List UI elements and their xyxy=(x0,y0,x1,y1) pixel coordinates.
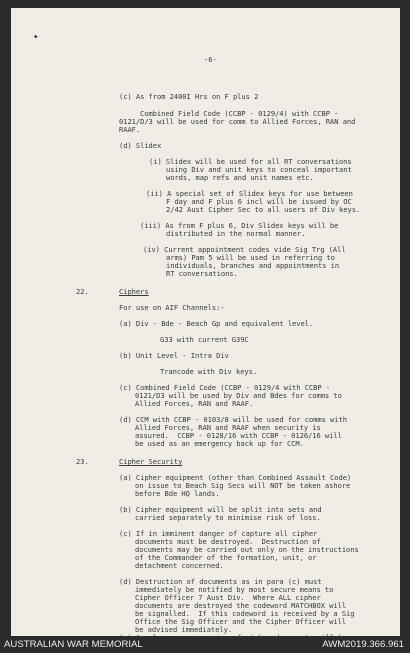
footer-accession-number: AWM2019.366.961 xyxy=(322,639,404,650)
text-line: RAAF. xyxy=(119,125,141,134)
text-line: Ciphers xyxy=(119,287,149,296)
text-line: immediately be notified by most secure means to xyxy=(135,585,334,594)
text-line: (i) Slidex will be used for all RT conversations xyxy=(149,157,352,166)
text-line: F day and F plus 6 incl will be issued by OC xyxy=(166,197,352,206)
text-line: (a) Div - Bde - Beach Gp and equivalent level. xyxy=(119,319,314,328)
text-line: be advised immediately. xyxy=(135,625,233,634)
text-line: of the Commander of the formation, unit, or xyxy=(135,553,317,562)
text-line: Allied Forces, RAN and RAAF. xyxy=(135,399,254,408)
text-line: Office the Sig Officer and the Cipher Officer will xyxy=(135,617,347,626)
page-marker: -6- xyxy=(204,55,217,64)
text-line: detachment concerned. xyxy=(135,561,224,570)
punch-mark: ✦ xyxy=(33,32,39,42)
text-line: (b) Unit Level - Intra Div xyxy=(119,351,229,360)
text-line: 22. xyxy=(76,287,89,296)
text-line: (iv) Current appointment codes vide Sig Trg (All xyxy=(143,245,346,254)
text-line: individuals, branches and appointments in xyxy=(166,261,340,270)
text-line: documents may be carried out only on the instructions xyxy=(135,545,359,554)
text-line: documents are destroyed the codeword MATCHBOX will xyxy=(135,601,347,610)
text-line: 2/42 Aust Cipher Sec to all users of Div keys. xyxy=(166,205,361,214)
text-line: 0121/D/3 will be used for comm to Allied Forces, RAN and xyxy=(119,117,356,126)
text-line: Combined Field Code (CCBP - 0129/4) with CCBP - xyxy=(140,109,339,118)
text-line: arms) Pam 5 will be used in referring to xyxy=(166,253,335,262)
document-page xyxy=(11,8,400,636)
text-line: before Bde HQ lands. xyxy=(135,489,220,498)
text-line: Cipher Security xyxy=(119,457,183,466)
text-line: Cipher Officer 7 Aust Div. Where ALL cipher xyxy=(135,593,321,602)
text-line: (a) Cipher equipment (other than Combined Assault Code) xyxy=(119,473,352,482)
footer-institution: AUSTRALIAN WAR MEMORIAL xyxy=(4,639,143,650)
text-line: on issue to Beach Sig Secs will NOT be taken ashore xyxy=(135,481,351,490)
text-line: (c) As from 2400I Hrs on F plus 2 xyxy=(119,92,259,101)
text-line: using Div and unit keys to conceal important xyxy=(166,165,352,174)
text-line: 23. xyxy=(76,457,89,466)
text-line: (c) If in imminent danger of capture all cipher xyxy=(119,529,318,538)
text-line: (ii) A special set of Slidex keys for use between xyxy=(146,189,353,198)
text-line: (d) Slidex xyxy=(119,141,162,150)
text-line: distributed in the normal manner. xyxy=(166,229,306,238)
text-line: Allied Forces, RAN and RAAF when security is xyxy=(135,423,321,432)
text-line: RT conversations. xyxy=(166,269,238,278)
text-line: G33 with current G39C xyxy=(160,335,249,344)
text-line: documents must be destroyed. Destruction of xyxy=(135,537,321,546)
text-line: carried separately to minimise risk of loss. xyxy=(135,513,321,522)
text-line: (iii) As from F plus 6, Div Slidex keys will be xyxy=(140,221,339,230)
text-line: (d) Destruction of documents as in para (c) must xyxy=(119,577,322,586)
text-line: (d) CCM with CCBP - 0103/8 will be used for comms with xyxy=(119,415,347,424)
text-line: words, map refs and unit names etc. xyxy=(166,173,314,182)
text-line: be used as an emergency back up for CCM. xyxy=(135,439,304,448)
text-line: assured. CCBP - 0128/16 with CCBP - 0126/16 will xyxy=(135,431,342,440)
text-line: 0121/D3 will be used by Div and Bdes for comms to xyxy=(135,391,342,400)
footer-bar xyxy=(0,637,410,653)
text-line: For use on AIF Channels:- xyxy=(119,303,225,312)
text-line: be signalled. If this codeword is received by a Sig xyxy=(135,609,355,618)
text-line: Trancode with Div keys. xyxy=(160,367,258,376)
text-line: (c) Combined Field Code (CCBP - 0129/4 with CCBP - xyxy=(119,383,331,392)
text-line: (b) Cipher equipment will be split into sets and xyxy=(119,505,322,514)
